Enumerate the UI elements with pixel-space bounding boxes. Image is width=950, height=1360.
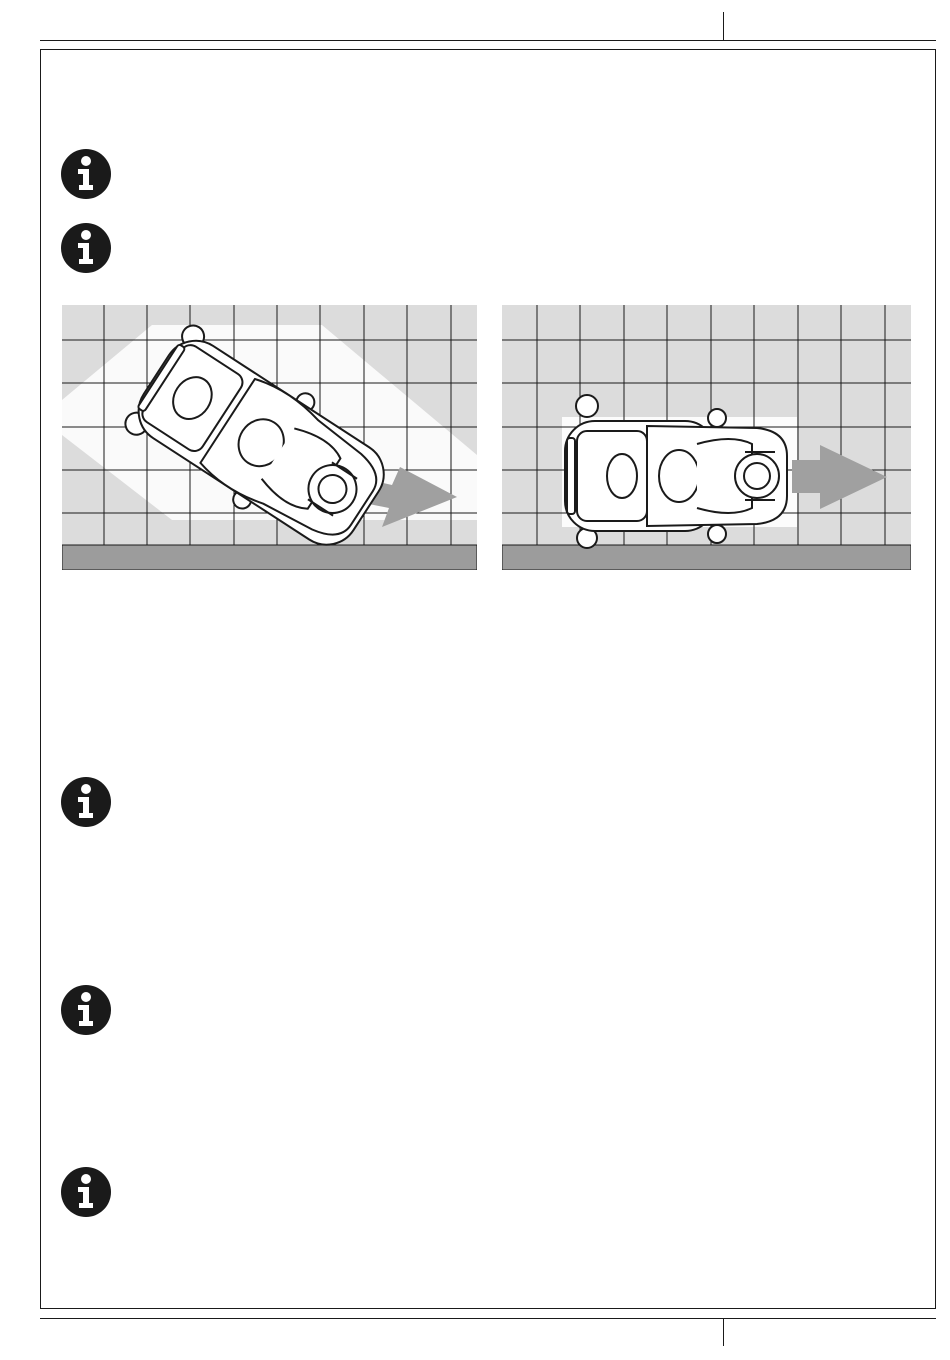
footer-tick (723, 1318, 724, 1346)
angled-approach-illustration (62, 305, 477, 570)
info-icon (60, 984, 112, 1036)
page-frame (40, 49, 936, 1309)
wall-strip (502, 545, 911, 570)
info-icon (60, 148, 112, 200)
figure-parallel-approach (502, 305, 911, 570)
info-icon (60, 1166, 112, 1218)
wall-strip (62, 545, 477, 570)
info-icon (60, 222, 112, 274)
parallel-approach-illustration (502, 305, 911, 570)
header-rule (40, 40, 936, 41)
footer-rule (40, 1318, 936, 1319)
header-tick (723, 12, 724, 40)
figure-angled-approach (62, 305, 477, 570)
info-icon (60, 776, 112, 828)
